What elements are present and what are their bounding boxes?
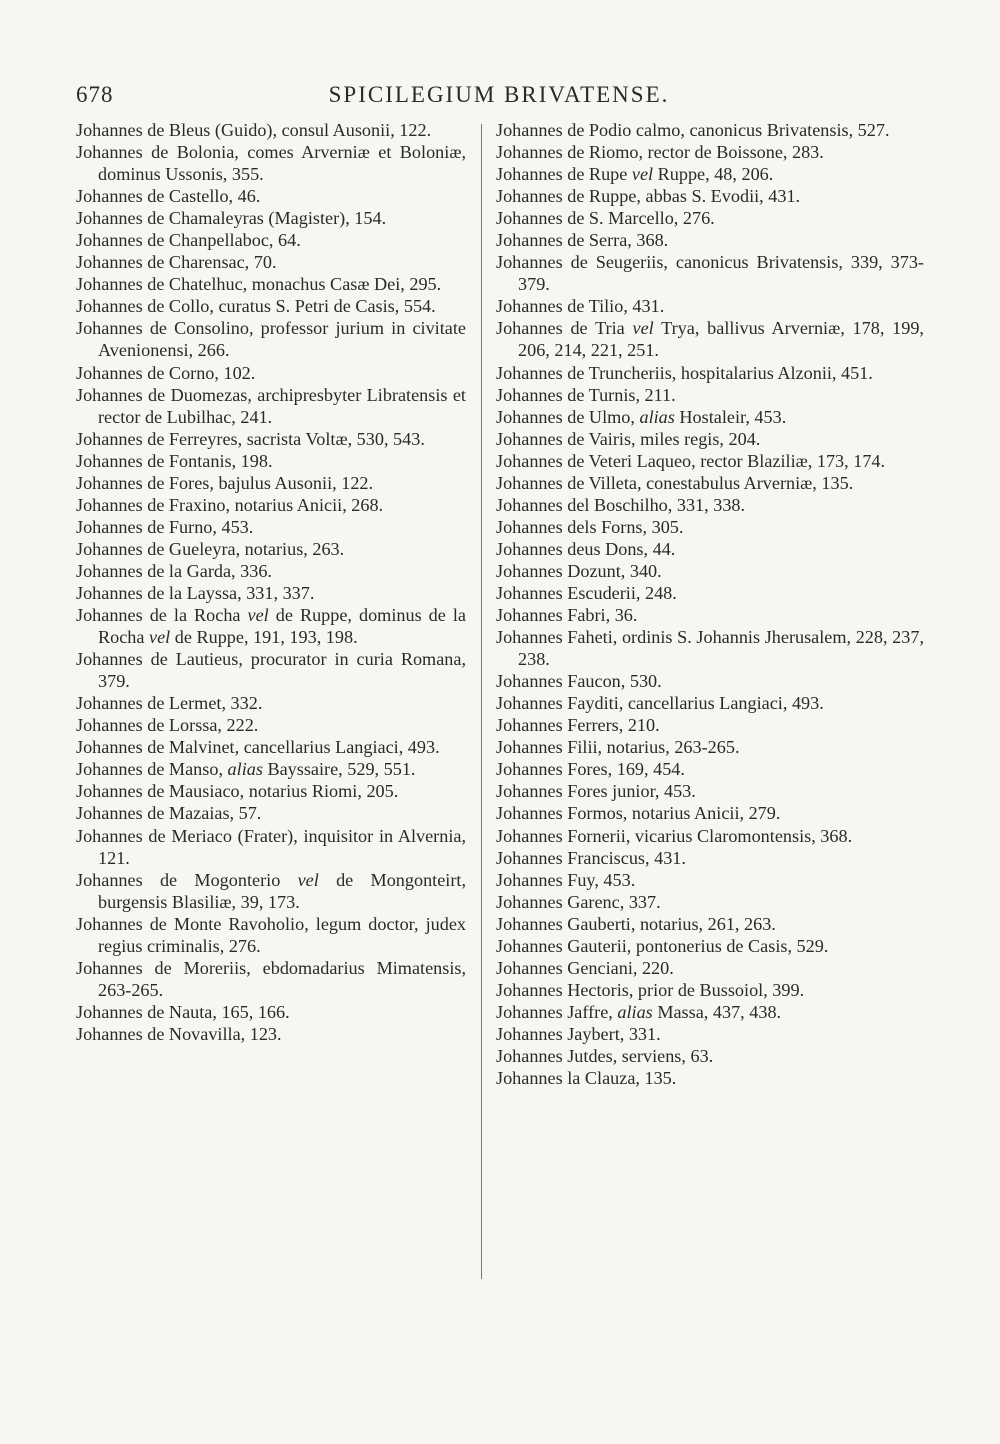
index-entry: Johannes Fabri, 36. <box>496 605 638 626</box>
index-entry: Johannes de Gueleyra, notarius, 263. <box>76 538 345 559</box>
column-divider <box>481 124 482 1279</box>
index-entry <box>496 163 924 185</box>
index-entry: Johannes de Riomo, rector de Boissone, 283. <box>496 142 824 163</box>
entry-text: Johannes de Rupe <box>496 164 632 185</box>
entry-text: Trya, ballivus Arverniæ, 178, 199, 206, 214, 221, 251. <box>518 318 924 361</box>
index-entry <box>76 758 466 780</box>
index-entry: Johannes Gauberti, notarius, 261, 263. <box>496 913 776 934</box>
entry-text: Johannes de Tria <box>496 318 633 339</box>
index-entry: Johannes Faucon, 530. <box>496 671 662 692</box>
page-number: 678 <box>76 82 114 107</box>
index-entry: Johannes de Chamaleyras (Magister), 154. <box>76 208 387 229</box>
entry-italic: alias <box>227 759 263 780</box>
index-entry: Johannes Fuy, 453. <box>496 869 636 890</box>
entry-italic: alias <box>639 406 675 427</box>
index-entry: Johannes la Clauza, 135. <box>496 1068 677 1089</box>
index-entry: Johannes de Fontanis, 198. <box>76 450 273 471</box>
index-entry: Johannes de Truncheriis, hospitalarius Alzonii, 451. <box>496 362 873 383</box>
index-entry: Johannes de Consolino, professor jurium in civitate Avenionensi, 266. <box>76 318 466 361</box>
entry-text: Johannes de Ulmo, <box>496 406 640 427</box>
index-entry: Johannes de Villeta, conestabulus Arverniæ, 135. <box>496 472 854 493</box>
entry-italic: vel <box>247 605 269 626</box>
entry-italic: vel <box>149 627 171 648</box>
index-entry: Johannes Hectoris, prior de Bussoiol, 399. <box>496 979 805 1000</box>
entry-italic: vel <box>631 164 654 185</box>
index-entry: Johannes de Malvinet, cancellarius Langiaci, 493. <box>76 737 440 758</box>
index-entry: Johannes Ferrers, 210. <box>496 715 660 736</box>
index-column-left <box>76 119 466 1045</box>
index-entry: Johannes Gauterii, pontonerius de Casis, 529. <box>496 935 829 956</box>
index-entry: Johannes de Nauta, 165, 166. <box>76 1001 290 1022</box>
entry-text: Ruppe, 48, 206. <box>653 164 774 185</box>
index-entry: Johannes de Furno, 453. <box>76 516 254 537</box>
index-entry <box>496 406 924 428</box>
index-entry: Johannes de la Layssa, 331, 337. <box>76 582 315 603</box>
index-column-right <box>496 119 924 1089</box>
index-entry <box>76 604 466 648</box>
index-entry <box>76 869 466 913</box>
index-entry: Johannes de Ferreyres, sacrista Voltæ, 530, 543. <box>76 428 425 449</box>
running-title: SPICILEGIUM BRIVATENSE. <box>328 82 670 107</box>
entry-text: Johannes de Manso, <box>76 759 228 780</box>
index-entry: Johannes de Serra, 368. <box>496 230 669 251</box>
entry-text: Hostaleir, 453. <box>674 406 787 427</box>
index-entry: Johannes de Fores, bajulus Ausonii, 122. <box>76 472 374 493</box>
index-entry: Johannes de Monte Ravoholio, legum doctor, judex regius criminalis, 276. <box>76 913 466 956</box>
entry-text: de Ruppe, 191, 193, 198. <box>170 627 358 648</box>
index-entry: Johannes de Corno, 102. <box>76 362 256 383</box>
index-entry: Johannes Jutdes, serviens, 63. <box>496 1045 714 1066</box>
index-entry: Johannes de Collo, curatus S. Petri de Casis, 554. <box>76 296 436 317</box>
index-entry: Johannes de Tilio, 431. <box>496 296 665 317</box>
index-entry: Johannes de Charensac, 70. <box>76 252 277 273</box>
index-entry: Johannes de Turnis, 211. <box>496 384 676 405</box>
index-entry: Johannes de Chatelhuc, monachus Casæ Dei, 295. <box>76 274 442 295</box>
index-entry: Johannes de Lautieus, procurator in curia Romana, 379. <box>76 649 466 692</box>
page-header <box>76 82 922 118</box>
index-entry: Johannes Fores junior, 453. <box>496 781 696 802</box>
index-entry: Johannes de Novavilla, 123. <box>76 1023 282 1044</box>
entry-italic: alias <box>617 1001 653 1022</box>
entry-text: Johannes de Mogonterio <box>76 869 298 890</box>
index-entry: Johannes Garenc, 337. <box>496 891 661 912</box>
index-entry: Johannes de Castello, 46. <box>76 186 261 207</box>
index-entry: Johannes de Ruppe, abbas S. Evodii, 431. <box>496 186 801 207</box>
index-entry: Johannes de la Garda, 336. <box>76 560 272 581</box>
index-entry: Johannes de Bolonia, comes Arverniæ et Boloniæ, dominus Ussonis, 355. <box>76 142 466 185</box>
entry-text: Johannes Jaffre, <box>496 1001 618 1022</box>
index-entry: Johannes de Moreriis, ebdomadarius Mimatensis, 263-265. <box>76 957 466 1000</box>
index-entry: Johannes de Vairis, miles regis, 204. <box>496 428 761 449</box>
index-entry: Johannes Fayditi, cancellarius Langiaci, 493. <box>496 693 824 714</box>
index-entry: Johannes Formos, notarius Anicii, 279. <box>496 803 781 824</box>
index-entry: Johannes de Duomezas, archipresbyter Libratensis et rector de Lubilhac, 241. <box>76 384 466 427</box>
index-entry: Johannes de Mausiaco, notarius Riomi, 205. <box>76 781 399 802</box>
index-entry: Johannes de Mazaias, 57. <box>76 803 262 824</box>
entry-italic: vel <box>297 869 319 890</box>
index-entry: Johannes deus Dons, 44. <box>496 538 676 559</box>
index-entry: Johannes Franciscus, 431. <box>496 847 686 868</box>
index-entry <box>496 1001 924 1023</box>
index-entry: Johannes de Lermet, 332. <box>76 693 263 714</box>
index-entry: Johannes Dozunt, 340. <box>496 560 662 581</box>
index-entry: Johannes de Chanpellaboc, 64. <box>76 230 301 251</box>
entry-text: de Mongonteirt, burgensis Blasiliæ, 39, 173. <box>98 869 466 912</box>
entry-text: Johannes de la Rocha <box>76 605 248 626</box>
index-entry: Johannes de Podio calmo, canonicus Brivatensis, 527. <box>496 120 890 140</box>
index-entry: Johannes dels Forns, 305. <box>496 516 684 537</box>
entry-text: Bayssaire, 529, 551. <box>262 759 416 780</box>
index-entry: Johannes de Veteri Laqueo, rector Blaziliæ, 173, 174. <box>496 450 886 471</box>
index-entry: Johannes Faheti, ordinis S. Johannis Jherusalem, 228, 237, 238. <box>496 627 924 670</box>
index-entry: Johannes Genciani, 220. <box>496 957 674 978</box>
index-entry: Johannes de Bleus (Guido), consul Ausonii, 122. <box>76 120 432 140</box>
index-entry: Johannes de Seugeriis, canonicus Brivatensis, 339, 373-379. <box>496 252 924 295</box>
index-entry: Johannes Escuderii, 248. <box>496 582 677 603</box>
index-entry: Johannes de Fraxino, notarius Anicii, 268. <box>76 494 384 515</box>
index-entry: Johannes de Lorssa, 222. <box>76 715 259 736</box>
entry-italic: vel <box>632 318 654 339</box>
entry-text: Massa, 437, 438. <box>652 1001 782 1022</box>
entry-text: de Ruppe, dominus de la Rocha <box>98 605 466 648</box>
index-entry: Johannes de Meriaco (Frater), inquisitor in Alvernia, 121. <box>76 825 466 868</box>
index-entry: Johannes Jaybert, 331. <box>496 1023 661 1044</box>
index-entry: Johannes de S. Marcello, 276. <box>496 208 715 229</box>
index-entry: Johannes Fores, 169, 454. <box>496 759 685 780</box>
index-entry: Johannes Filii, notarius, 263-265. <box>496 737 740 758</box>
index-entry: Johannes del Boschilho, 331, 338. <box>496 494 746 515</box>
index-entry <box>496 317 924 361</box>
index-entry: Johannes Fornerii, vicarius Claromontensis, 368. <box>496 825 853 846</box>
